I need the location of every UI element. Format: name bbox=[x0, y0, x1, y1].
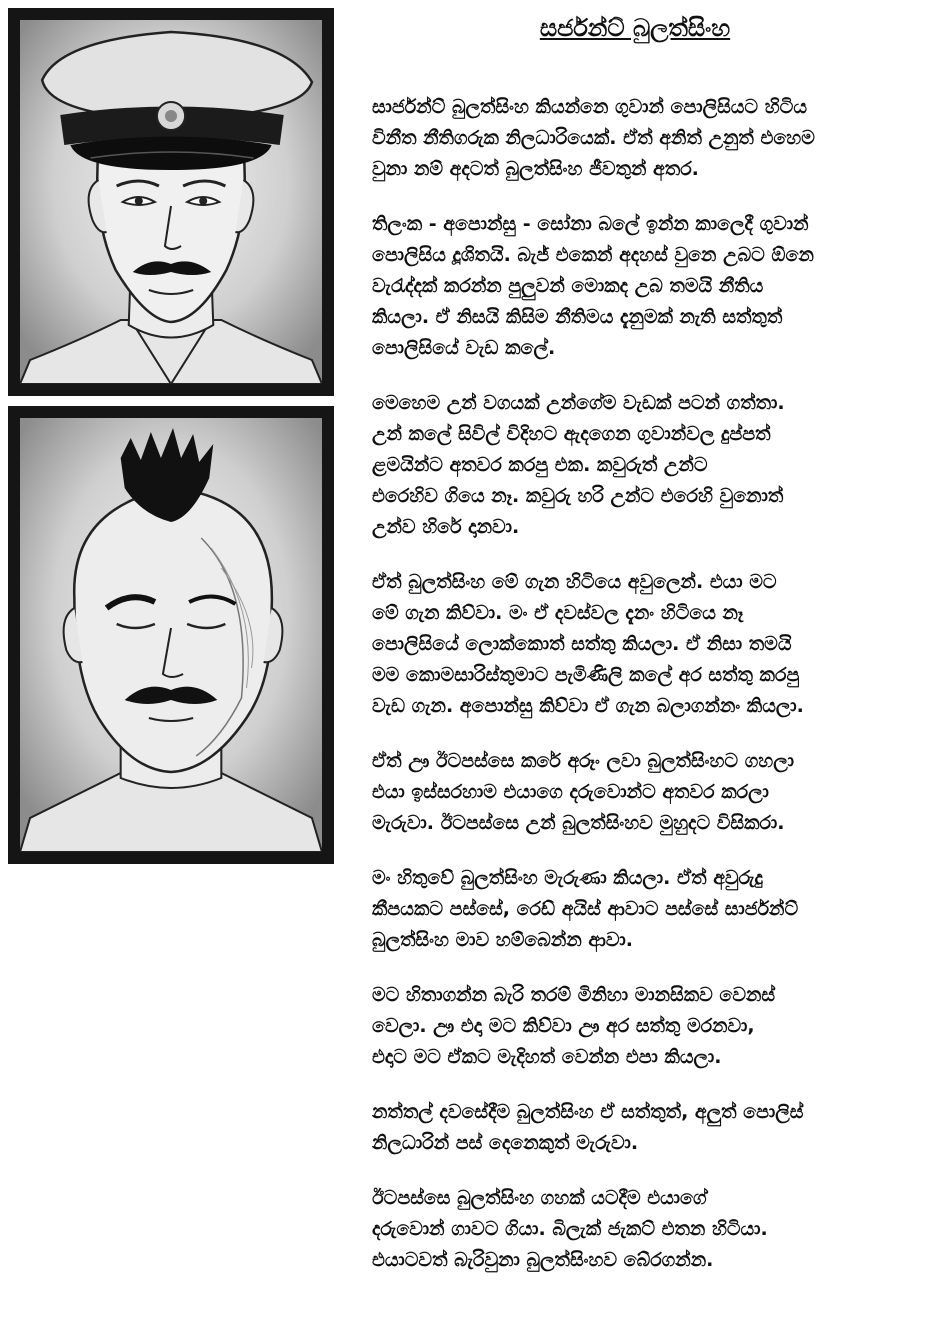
paragraph-2: තිලංක - අපොන්සු - සෝනා බලේ ඉන්න කාලෙදී ගුවාන් පොලිසිය දූශිතයි. බැජ් එකෙන් අදහස් වුනෙ උබට ඕනෙ වැරැද්දක් කරන්න පුලුවන් මොකද උබ තමයි නීතිය කියලා. ඒ නිසයි කිසිම නීතිමය දැනුමක් නැති සත්තුත් පොලිසියේ වැඩ කලේ. bbox=[372, 213, 814, 359]
page-title: සර්ජන්ට් බුලත්සිංහ bbox=[539, 14, 731, 42]
police-officer-panel bbox=[8, 8, 334, 396]
paragraph-6: මං හිතුවේ බුලත්සිංහ මැරුණා කියලා. ඒත් අවුරුදු කීපයකට පස්සේ, රෙඩ් අයිස් ආවාට පස්සේ සාර්ජන්ට් බුලත්සිංහ මාව හම්බෙන්න ආවා. bbox=[372, 867, 799, 951]
paragraph-1: සාර්ජන්ට් බුලත්සිංහ කියන්නෙ ගුවාන් පොලිසියට හිටිය විනීත නීතිගරුක නිලධාරියෙක්. ඒත් අනිත් උනුත් එහෙම වුනා නම් අදටත් බුලත්සිංහ ජීවතුන් අතර. bbox=[372, 96, 815, 180]
story-text bbox=[372, 92, 924, 1300]
police-officer-illustration bbox=[20, 20, 322, 384]
paragraph-9: ඊටපස්සෙ බුලත්සිංහ ගහක් යටදීම එයාගේ දරුවොන් ගාවට ගියා. බිලැක් ජැකට් එතන හිටියා. එයාටවත් බැරිවුනා බුලත්සිංහව බේරගන්න. bbox=[372, 1187, 768, 1271]
paragraph-4: ඒත් බුලත්සිංහ මේ ගැන හිටියෙ අවුලෙන්. එයා මට මේ ගැන කිව්වා. මං ඒ දවස්වල දැනං හිටියෙ නෑ පොලිසියේ ලොක්කොත් සත්තු කියලා. ඒ නිසා තමයි මම කොමසාරිස්තුමාට පැමිණිලි කලේ අර සත්තු කරපු වැඩ ගැන. අපොන්සු කිව්වා ඒ ගැන බලාගන්නං කියලා. bbox=[372, 571, 804, 717]
mohawk-man-illustration bbox=[20, 418, 322, 852]
paragraph-3: මෙහෙම උන් වගයක් උන්ගේම වැඩක් පටන් ගත්තා. උන් කලේ සිවිල් විදිහට ඇදගෙන ගුවාන්වල දුප්පත් ළමයින්ට අතවර කරපු එක. කවුරුත් උන්ට එරෙහිව ගියෙ නෑ. කවුරු හරි උන්ට එරෙහි වුනොත් උන්ව හිරේ දානවා. bbox=[372, 392, 785, 538]
paragraph-8: නත්තල් දවසේදීම බුලත්සිංහ ඒ සත්තුත්, අලුත් පොලිස් නිලධාරින් පස් දෙනෙකුත් මැරුවා. bbox=[372, 1101, 804, 1154]
mohawk-man-panel bbox=[8, 406, 334, 864]
paragraph-5: ඒත් ඌ ඊටපස්සෙ කරේ අරූං ලවා බුලත්සිංහට ගහලා එයා ඉස්සරහාම එයාගෙ දරුවොන්ට අතවර කරලා මැරුවා. ඊටපස්සෙ උන් බුලත්සිංහව මුහුදට විසිකරා. bbox=[372, 750, 794, 834]
paragraph-7: මට හිතාගන්න බැරි තරම් මිනිහා මානසිකව වෙනස් වෙලා. ඌ එදා මට කිව්වා ඌ අර සත්තු මරනවා, එදාට මට ඒකට මැදිහත් වෙන්න එපා කියලා. bbox=[372, 984, 776, 1068]
